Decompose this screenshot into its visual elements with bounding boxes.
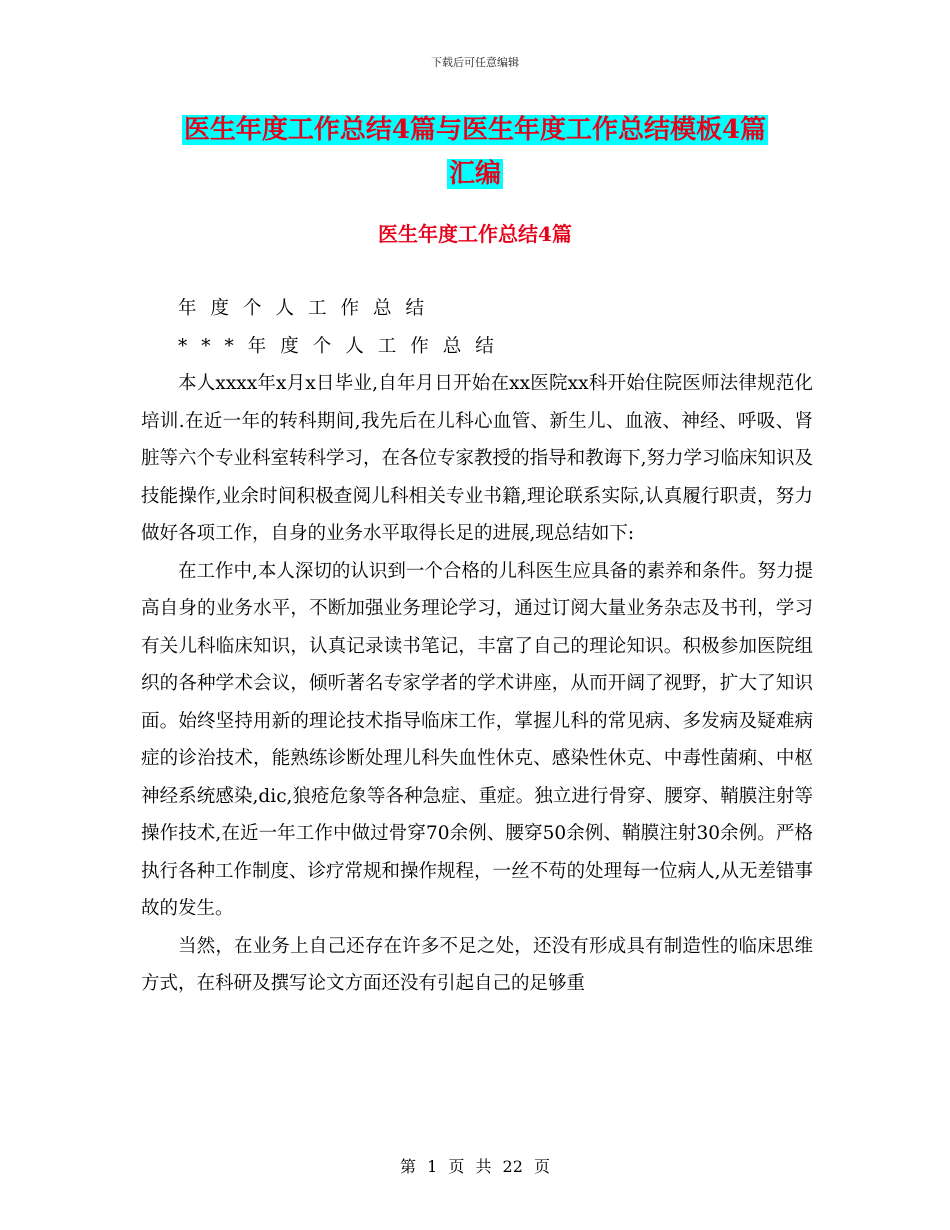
paragraph-heading-1: 年度个人工作总结 [178, 298, 439, 319]
document-title [140, 108, 810, 196]
paragraph: 在工作中,本人深切的认识到一个合格的儿科医生应具备的素养和条件。努力提高自身的业务水平，不断加强业务理论学习，通过订阅大量业务杂志及书刊，学习有关儿科临床知识，认真记录读书笔记，丰富了自己的理论知识。积极参加医院组织的各种学术会议，倾听著名专家学者的学术讲座，从而开阔了视野，扩大了知识面。始终坚持用新的理论技术指导临床工作，掌握儿科的常见病、多发病及疑难病症的诊治技术，能熟练诊断处理儿科失血性休克、感染性休克、中毒性菌痢、中枢神经系统感染,dic,狼疮危象等各种急症、重症。独立进行骨穿、腰穿、鞘膜注射等操作技术,在近一年工作中做过骨穿70余例、腰穿50余例、鞘膜注射30余例。严格执行各种工作制度、诊疗常规和操作规程，一丝不苟的处理每一位病人,从无差错事故的发生。 [141, 560, 813, 919]
title-line-2: 汇编 [448, 159, 501, 189]
header-note: 下载后可任意编辑 [431, 56, 519, 69]
body-text [141, 290, 813, 1003]
paragraph-heading-2: ***年度个人工作总结 [178, 335, 508, 357]
title-line-1: 医生年度工作总结4篇与医生年度工作总结模板4篇 [183, 115, 767, 145]
paragraph: 本人xxxx年x月x日毕业,自年月日开始在xx医院xx科开始住院医师法律规范化培训.在近一年的转科期间,我先后在儿科心血管、新生儿、血液、神经、呼吸、肾脏等六个专业科室转科学习，在各位专家教授的指导和教诲下,努力学习临床知识及技能操作,业余时间积极查阅儿科相关专业书籍,理论联系实际,认真履行职责，努力做好各项工作，自身的业务水平取得长足的进展,现总结如下: [141, 373, 813, 544]
page-footer: 第 1 页 共 22 页 [400, 1157, 550, 1176]
section-title: 医生年度工作总结4篇 [378, 222, 572, 246]
paragraph: 当然，在业务上自己还存在许多不足之处，还没有形成具有制造性的临床思维方式，在科研及撰写论文方面还没有引起自己的足够重 [141, 935, 813, 994]
